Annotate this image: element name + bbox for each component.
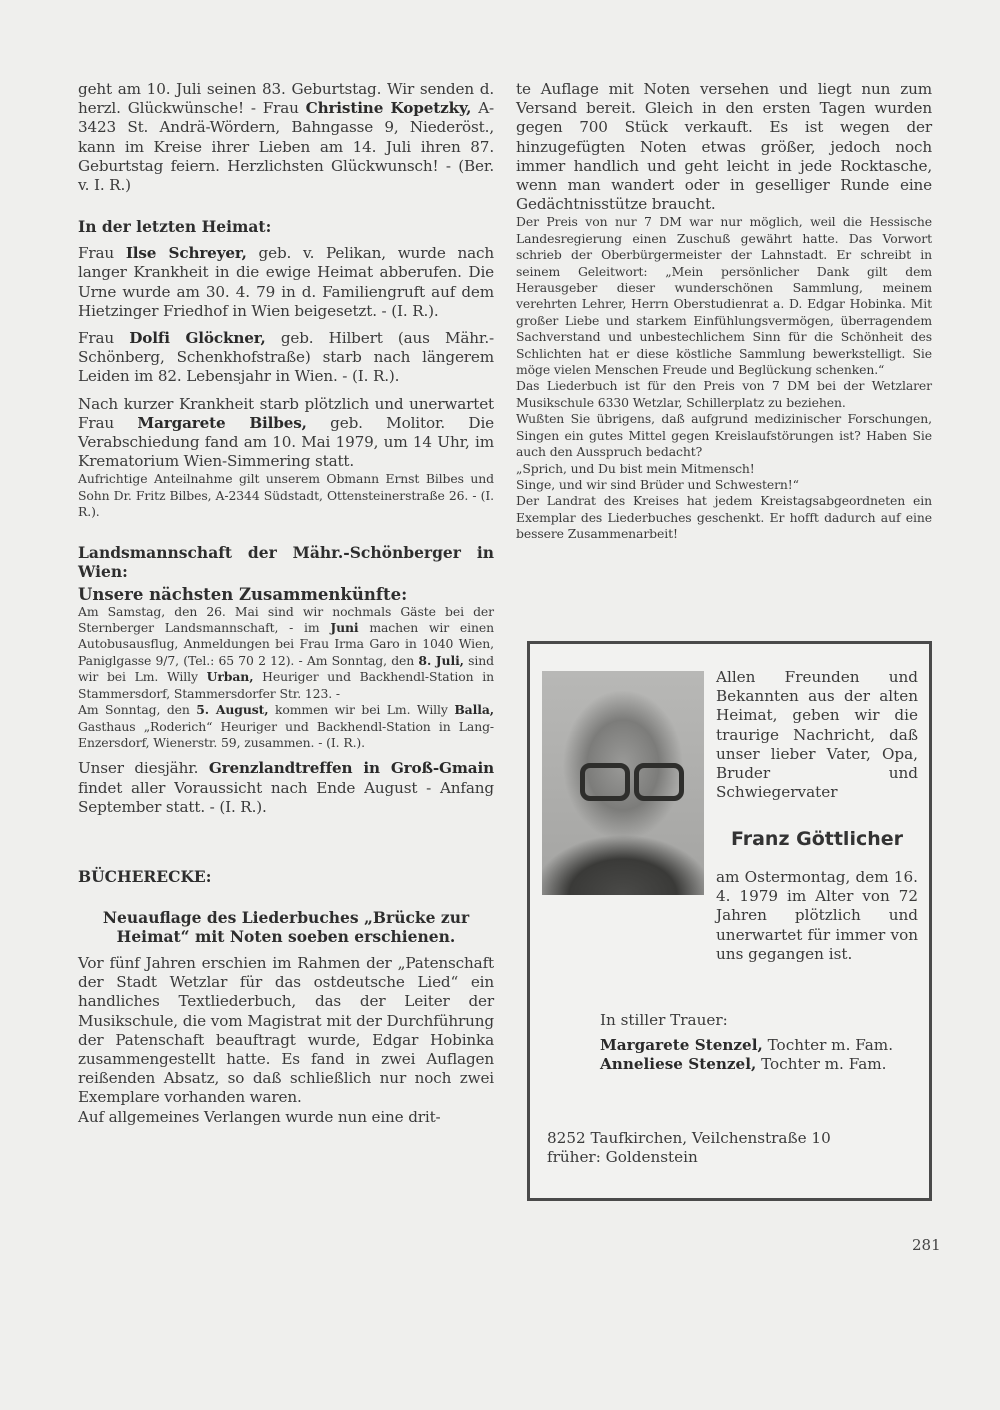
paragraph-schreyer <box>78 244 494 321</box>
page-number: 281 <box>912 1236 941 1254</box>
mourner-name: Margarete Stenzel, <box>600 1036 763 1055</box>
left-column <box>78 80 494 1127</box>
paragraph-liederbuch-continued: Auf allgemeines Verlangen wurde nun eine drit- <box>78 1107 441 1126</box>
paragraph-preface: Der Preis von nur 7 DM war nur möglich, weil die Hessische Landesregierung einen Zuschuß gewährt hatte. Das Vorwort schrieb der Oberbürgermeister der Lahnstadt. Er schreibt in seinem Geleitwort: „Mein persönlicher Dank gilt dem Herausgeber dieser wunderschönen Sammlung, meinem verehrten Lehrer, Herrn Oberstudienrat a. D. Edgar Hobinka. Mit großer Liebe und starkem Einfühlungsvermögen, überragendem Sachverstand und unbestechlichem Sinn für die Schönheit des Schlichten hat er diese köstliche Sammlung bewerkstelligt. Sie möge vielen Menschen Freude und Beglückung schenken.“ <box>516 214 932 378</box>
bold-date: 5. August, <box>196 702 269 718</box>
text: geb. Hilbert (aus Mähr.-Schönberg, Schenkhofstraße) starb nach längerem Leiden im 82. Lebensjahr in Wien. - (I. R.). <box>78 329 494 386</box>
quote-line-2: Singe, und wir sind Brüder und Schwestern!“ <box>516 476 799 492</box>
section-heading-heimat: In der letzten Heimat: <box>78 217 272 237</box>
text: Frau <box>78 244 126 263</box>
mourners-block <box>600 1011 930 1075</box>
mourner <box>600 1055 930 1074</box>
text: machen wir einen Autobusausflug, Anmeldungen bei Frau Irma Garo in 1040 Wien, Paniglgasse 9/7, (Tel.: 65 70 2 12). - Am Sonntag, den <box>78 620 494 668</box>
deceased-name: Franz Göttlicher <box>730 828 904 850</box>
paragraph-meetings <box>78 604 494 702</box>
text: Unser diesjähr. <box>78 759 209 778</box>
obituary-notice <box>527 641 932 1201</box>
section-heading-buecherecke: BÜCHERECKE: <box>78 866 212 886</box>
paragraph-singing-health: Wußten Sie übrigens, daß aufgrund medizinischer Forschungen, Singen ein gutes Mittel gegen Kreislaufstörungen ist? Haben Sie auch den Ausspruch bedacht? <box>516 411 932 460</box>
article-heading-liederbuch: Neuauflage des Liederbuches „Brücke zur Heimat“ mit Noten soeben erschienen. <box>102 907 470 946</box>
text: Gasthaus „Roderich“ Heuriger und Backhendl-Station in Lang-Enzersdorf, Wienerstr. 59, zusammen. - (I. R.). <box>78 718 494 750</box>
bold-date: 8. Juli, <box>418 652 464 668</box>
bold-text: Juni <box>330 620 359 636</box>
mourner-relation: Tochter m. Fam. <box>762 1036 894 1055</box>
paragraph-liederbuch-edition: te Auflage mit Noten versehen und liegt nun zum Versand bereit. Gleich in den ersten Tagen wurden gegen 700 Stück verkauft. Es ist wegen der hinzugefügten Noten etwas größer, jedoch noch immer handlich und geht leicht in jede Rocktasche, wenn man wandert oder in geselliger Runde eine Gedächtnisstütze braucht. <box>516 80 932 214</box>
text: kommen wir bei Lm. Willy <box>268 702 455 718</box>
paragraph-august-meeting <box>78 702 494 751</box>
glasses-shape <box>634 763 684 801</box>
text: sind wir bei Lm. Willy <box>78 652 494 685</box>
mourning-label: In stiller Trauer: <box>600 1011 728 1029</box>
section-heading-meetings: Unsere nächsten Zusammenkünfte: <box>78 584 408 604</box>
glasses-shape <box>580 763 630 801</box>
right-column <box>516 80 932 543</box>
paragraph-liederbuch-history: Vor fünf Jahren erschien im Rahmen der „Patenschaft der Stadt Wetzlar für das ostdeutsche Lied“ ein handliches Textliederbuch, das der Leiter der Musikschule, die vom Magistrat mit der Durchführung der Patenschaft beauftragt wurde, Edgar Hobinka zusammengestellt hatte. Es fand in zwei Auflagen reißenden Absatz, so daß schließlich nur noch zwei Exemplare vorhanden waren. <box>78 953 494 1107</box>
quote-line-1: „Sprich, und Du bist mein Mitmensch! <box>516 460 755 476</box>
family-address <box>547 1129 917 1168</box>
text: Frau <box>78 329 130 348</box>
address-line: früher: Goldenstein <box>547 1148 698 1167</box>
obituary-intro: Allen Freunden und Bekannten aus der alten Heimat, geben wir die traurige Nachricht, daß unser lieber Vater, Opa, Bruder und Schwiegervater <box>716 668 918 802</box>
section-heading-landsmannschaft: Landsmannschaft der Mähr.-Schönberger in Wien: <box>78 542 494 581</box>
paragraph-gloeckner <box>78 329 494 387</box>
paragraph-grenzlandtreffen <box>78 759 494 817</box>
mourner-name: Anneliese Stenzel, <box>600 1055 757 1074</box>
text: Nach kurzer Krankheit starb plötzlich und unerwartet Frau <box>78 394 494 432</box>
text: A-3423 St. Andrä-Wördern, Bahngasse 9, Niederöst., kann im Kreise ihrer Lieben am 14. Juli ihren 87. Geburtstag feiern. Herzlichsten Glückwunsch! - (Ber. v. I. R.) <box>78 99 494 195</box>
event-name: Grenzlandtreffen in Groß-Gmain <box>208 759 494 778</box>
paragraph-bilbes <box>78 395 494 472</box>
text: Am Samstag, den 26. Mai sind wir nochmals Gäste bei der Sternberger Landsmannschaft, - im <box>78 603 494 636</box>
obituary-date-text: am Ostermontag, dem 16. 4. 1979 im Alter von 72 Jahren plötzlich und unerwartet für immer von uns gegangen ist. <box>716 868 918 963</box>
mourner-relation: Tochter m. Fam. <box>756 1055 887 1074</box>
person-name: Dolfi Glöckner, <box>129 329 266 348</box>
paragraph-birthday <box>78 80 494 195</box>
person-name: Ilse Schreyer, <box>125 244 247 263</box>
paragraph-landrat: Der Landrat des Kreises hat jedem Kreistagsabgeordneten ein Exemplar des Liederbuches geschenkt. Er hofft dadurch auf eine bessere Zusammenarbeit! <box>516 493 932 542</box>
person-name: Balla, <box>454 702 494 718</box>
text: findet aller Voraussicht nach Ende August - Anfang September statt. - (I. R.). <box>78 778 494 816</box>
text: geb. Molitor. Die Verabschiedung fand am 10. Mai 1979, um 14 Uhr, im Krematorium Wien-Simmering statt. <box>78 413 494 471</box>
text: Am Sonntag, den <box>78 702 197 718</box>
text: geht am 10. Juli seinen 83. Geburtstag. Wir senden d. herzl. Glückwünsche! - Frau <box>78 80 494 118</box>
portrait-photo <box>542 671 704 895</box>
address-line: 8252 Taufkirchen, Veilchenstraße 10 <box>547 1129 831 1147</box>
text: Heuriger und Backhendl-Station in Stammersdorf, Stammersdorfer Str. 123. - <box>78 669 494 701</box>
paragraph-price: Das Liederbuch ist für den Preis von 7 DM bei der Wetzlarer Musikschule 6330 Wetzlar, Schillerplatz zu beziehen. <box>516 378 932 410</box>
person-name: Christine Kopetzky, <box>305 99 472 118</box>
person-name: Urban, <box>206 669 254 685</box>
text: geb. v. Pelikan, wurde nach langer Krankheit in die ewige Heimat abberufen. Die Urne wurde am 30. 4. 79 in d. Familiengruft auf dem Hietzinger Friedhof in Wien beigesetzt. - (I. R.). <box>78 244 494 320</box>
mourner <box>600 1036 930 1055</box>
paragraph-condolence: Aufrichtige Anteilnahme gilt unserem Obmann Ernst Bilbes und Sohn Dr. Fritz Bilbes, A-2344 Südstadt, Ottensteinerstraße 26. - (I. R.). <box>78 471 494 520</box>
person-name: Margarete Bilbes, <box>137 413 307 432</box>
